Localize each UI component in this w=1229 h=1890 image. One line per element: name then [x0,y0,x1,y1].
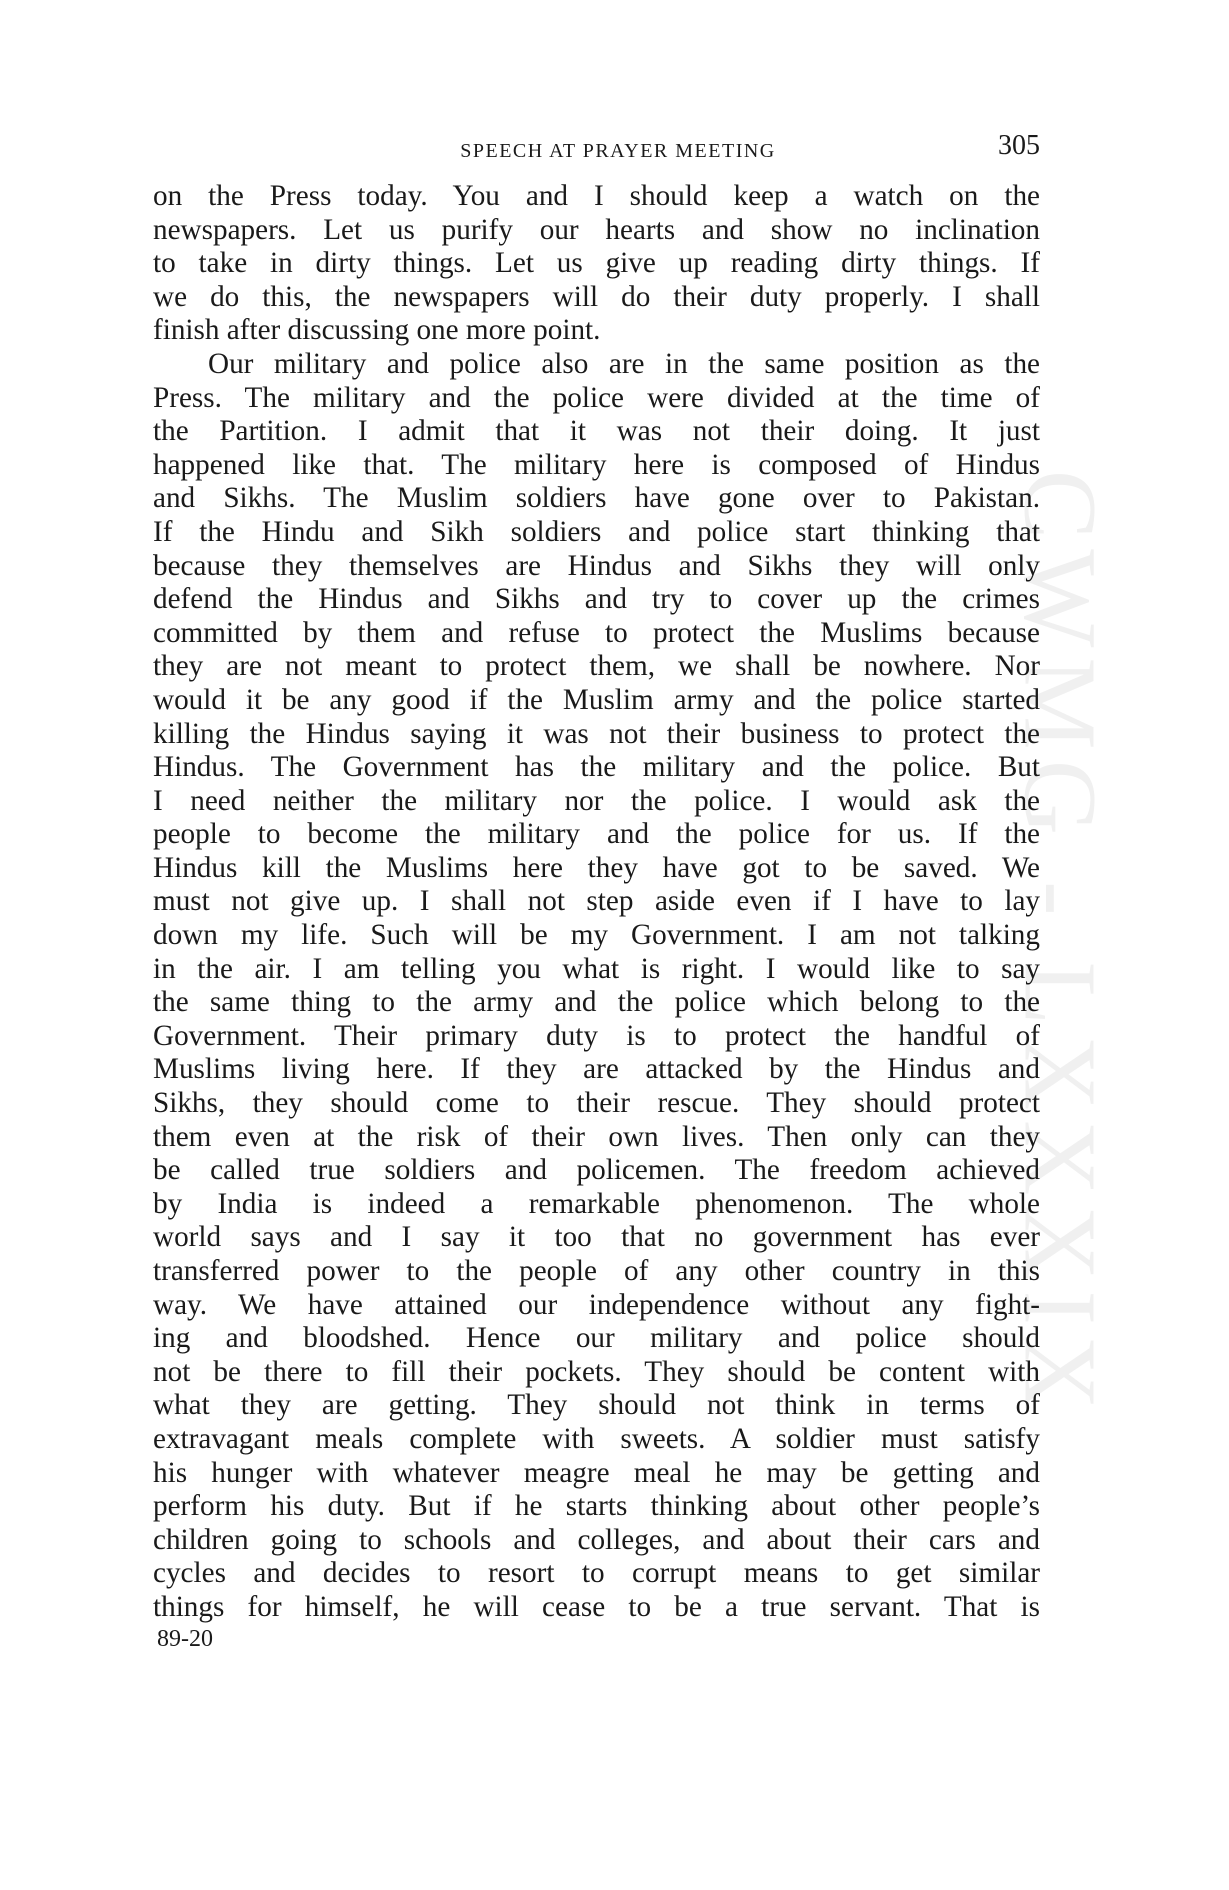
text-line: his hunger with whatever meagre meal he may be getting and [153,1456,1040,1489]
paragraph [153,180,1040,348]
text-line: not be there to fill their pockets. They should be content with [153,1355,1040,1388]
text-line: If the Hindu and Sikh soldiers and police start thinking that [153,515,1040,548]
text-line: would it be any good if the Muslim army and the police started [153,683,1040,716]
text-line: they are not meant to protect them, we shall be nowhere. Nor [153,650,1040,683]
text-line: I need neither the military nor the police. I would ask the [153,784,1040,817]
text-line: Muslims living here. If they are attacked by the Hindus and [153,1053,1040,1086]
text-line: them even at the risk of their own lives. Then only can they [153,1120,1040,1153]
text-line: things for himself, he will cease to be a true servant. That is [153,1590,1040,1623]
text-line: what they are getting. They should not think in terms of [153,1389,1040,1422]
text-line: in the air. I am telling you what is right. I would like to say [153,952,1040,985]
signature-mark: 89-20 [157,1626,213,1652]
text-line: must not give up. I shall not step aside even if I have to lay [153,885,1040,918]
text-line: Our military and police also are in the same position as the [208,347,1040,380]
text-line: people to become the military and the police for us. If the [153,818,1040,851]
text-line: Press. The military and the police were divided at the time of [153,381,1040,414]
text-line: the Partition. I admit that it was not their doing. It just [153,415,1040,448]
text-line: extravagant meals complete with sweets. A soldier must satisfy [153,1422,1040,1455]
text-line: cycles and decides to resort to corrupt means to get similar [153,1557,1040,1590]
body-text [153,180,1040,1625]
running-title: SPEECH AT PRAYER MEETING [460,140,776,162]
text-line: on the Press today. You and I should keep a watch on the [153,180,1040,212]
text-line: because they themselves are Hindus and Sikhs they will only [153,549,1040,582]
text-line: newspapers. Let us purify our hearts and show no inclination [153,213,1040,246]
text-line: down my life. Such will be my Government. I am not talking [153,919,1040,952]
text-line: we do this, the newspapers will do their duty properly. I shall [153,280,1040,313]
text-line: transferred power to the people of any other country in this [153,1255,1040,1287]
text-line: Sikhs, they should come to their rescue. They should protect [153,1087,1040,1120]
page-number: 305 [998,130,1040,161]
running-head [156,130,1040,170]
text-line: be called true soldiers and policemen. The freedom achieved [153,1154,1040,1187]
text-line: children going to schools and colleges, and about their cars and [153,1523,1040,1556]
text-line: Hindus. The Government has the military and the police. But [153,751,1040,784]
text-line: to take in dirty things. Let us give up reading dirty things. If [153,247,1040,280]
text-line: committed by them and refuse to protect the Muslims because [153,616,1040,649]
paragraph [153,348,1040,1625]
text-line: happened like that. The military here is composed of Hindus [153,448,1040,481]
text-line: defend the Hindus and Sikhs and try to cover up the crimes [153,583,1040,616]
text-line: Government. Their primary duty is to protect the handful of [153,1019,1040,1052]
text-line: by India is indeed a remarkable phenomenon. The whole [153,1187,1040,1220]
text-line: finish after discussing one more point. [153,314,601,347]
text-line: perform his duty. But if he starts thinking about other people’s [153,1490,1040,1523]
text-line: and Sikhs. The Muslim soldiers have gone over to Pakistan. [153,482,1040,515]
text-line: killing the Hindus saying it was not their business to protect the [153,717,1040,750]
text-line: world says and I say it too that no government has ever [153,1221,1040,1254]
watermark-text: CWMG - LXXXIX [1002,469,1118,1421]
text-line: ing and bloodshed. Hence our military and police should [153,1322,1040,1355]
text-line: way. We have attained our independence without any fight- [153,1288,1040,1321]
text-line: the same thing to the army and the police which belong to the [153,986,1040,1019]
text-line: Hindus kill the Muslims here they have got to be saved. We [153,851,1040,884]
